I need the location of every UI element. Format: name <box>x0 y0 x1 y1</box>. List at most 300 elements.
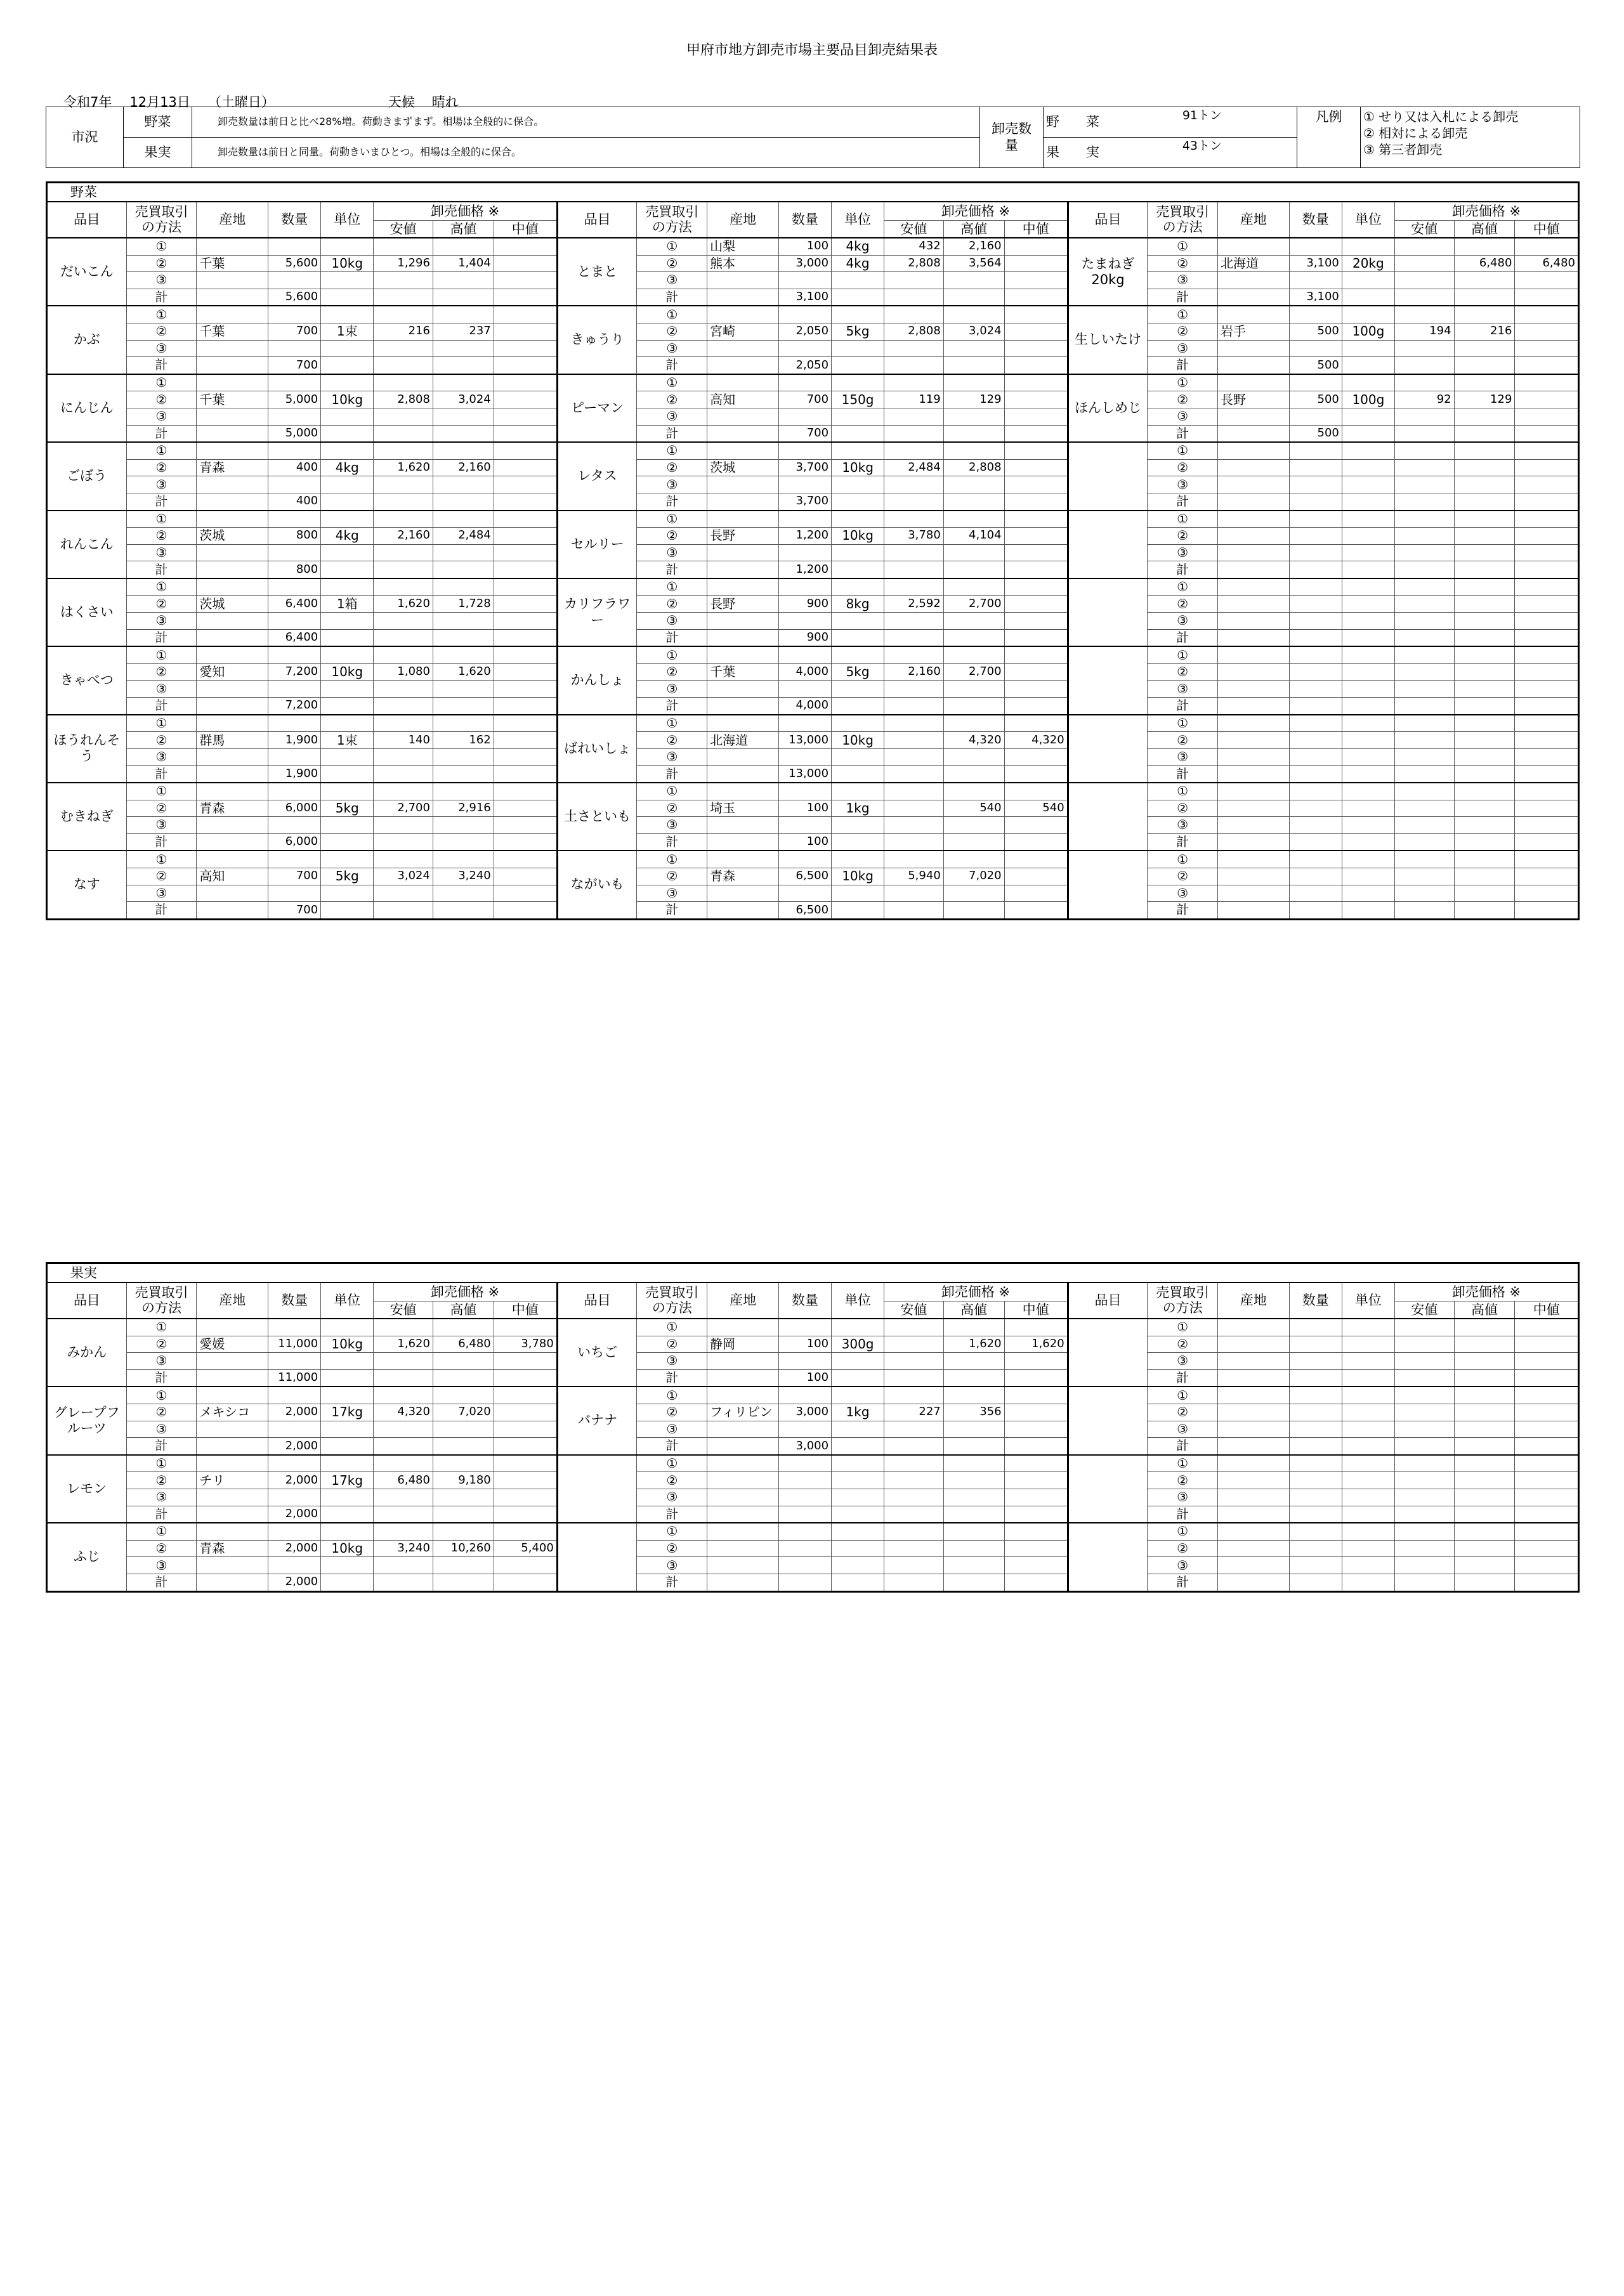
method-label: ② <box>637 323 707 340</box>
low-price-cell <box>1394 629 1454 646</box>
method-label: ② <box>126 391 197 408</box>
unit-cell <box>1342 1574 1394 1591</box>
quantity-cell: 500 <box>1289 323 1342 340</box>
high-price-cell <box>943 902 1004 920</box>
unit-cell <box>1342 1421 1394 1438</box>
origin-cell <box>197 1438 268 1455</box>
unit-cell: 8kg <box>832 596 884 613</box>
unit-cell <box>321 902 374 920</box>
unit-cell: 300g <box>832 1336 884 1353</box>
mid-price-cell <box>1004 1472 1068 1489</box>
mid-price-cell <box>494 272 557 289</box>
origin-cell <box>707 493 779 510</box>
table-row <box>47 1540 1579 1557</box>
quantity-cell <box>1289 817 1342 834</box>
mid-price-cell <box>1515 868 1579 885</box>
table-row <box>47 732 1579 749</box>
method-label: ③ <box>1148 272 1218 289</box>
mid-price-cell <box>494 681 557 698</box>
unit-cell: 4kg <box>832 238 884 255</box>
mid-price-cell <box>494 1404 557 1421</box>
origin-cell <box>197 1574 268 1591</box>
quantity-cell: 2,000 <box>268 1404 321 1421</box>
header-mid: 中値 <box>494 1301 557 1319</box>
method-label: ② <box>1148 1336 1218 1353</box>
method-label: ② <box>1148 663 1218 681</box>
low-price-cell: 2,808 <box>884 323 944 340</box>
method-label: ② <box>1148 1472 1218 1489</box>
low-price-cell <box>884 646 944 663</box>
quantity-cell <box>1289 528 1342 545</box>
method-label: ② <box>1148 732 1218 749</box>
quantity-cell <box>268 783 321 800</box>
origin-cell <box>1218 1319 1290 1336</box>
low-price-cell <box>374 1455 433 1472</box>
mid-price-cell <box>1004 885 1068 902</box>
method-label: 計 <box>126 493 197 510</box>
mid-price-cell <box>1004 629 1068 646</box>
origin-cell <box>707 1386 779 1404</box>
table-row <box>47 374 1579 391</box>
high-price-cell <box>1454 1319 1515 1336</box>
mid-price-cell <box>494 544 557 561</box>
mid-price-cell <box>1004 493 1068 510</box>
high-price-cell: 4,320 <box>943 732 1004 749</box>
header-price: 卸売価格 ※ <box>1394 202 1578 221</box>
unit-cell <box>832 1353 884 1370</box>
method-label: 計 <box>637 1438 707 1455</box>
mid-price-cell <box>1004 817 1068 834</box>
unit-cell: 5kg <box>321 800 374 817</box>
table-row <box>47 528 1579 545</box>
unit-cell <box>832 340 884 357</box>
unit-cell <box>321 1353 374 1370</box>
market-fruit-comment: 卸売数量は前日と同量。荷動きいまひとつ。相場は全般的に保合。 <box>192 138 980 168</box>
low-price-cell: 216 <box>374 323 433 340</box>
total-quantity-cell: 6,000 <box>268 833 321 851</box>
mid-price-cell <box>494 340 557 357</box>
high-price-cell: 2,808 <box>943 459 1004 476</box>
unit-cell <box>832 817 884 834</box>
method-label: ① <box>126 1386 197 1404</box>
high-price-cell <box>943 1455 1004 1472</box>
low-price-cell <box>884 289 944 306</box>
low-price-cell <box>374 1557 433 1574</box>
origin-cell <box>707 1506 779 1523</box>
unit-cell <box>832 885 884 902</box>
high-price-cell <box>1454 1421 1515 1438</box>
header-low: 安値 <box>1394 1301 1454 1319</box>
method-label: 計 <box>1148 425 1218 442</box>
high-price-cell <box>433 698 494 715</box>
unit-cell <box>1342 800 1394 817</box>
unit-cell <box>832 613 884 630</box>
table-row <box>47 459 1579 476</box>
origin-cell <box>1218 629 1290 646</box>
total-quantity-cell <box>779 1506 832 1523</box>
quantity-cell <box>1289 272 1342 289</box>
low-price-cell <box>1394 1506 1454 1523</box>
high-price-cell: 1,620 <box>433 663 494 681</box>
low-price-cell <box>884 800 944 817</box>
low-price-cell <box>374 442 433 459</box>
table-row <box>47 323 1579 340</box>
high-price-cell <box>433 817 494 834</box>
method-label: ① <box>1148 374 1218 391</box>
method-label: ① <box>1148 646 1218 663</box>
mid-price-cell <box>1515 544 1579 561</box>
high-price-cell <box>1454 528 1515 545</box>
item-name: れんこん <box>47 511 127 578</box>
mid-price-cell <box>1004 851 1068 868</box>
low-price-cell <box>884 442 944 459</box>
unit-cell <box>321 1574 374 1591</box>
mid-price-cell <box>494 1489 557 1506</box>
high-price-cell <box>433 766 494 783</box>
mid-price-cell <box>1004 1455 1068 1472</box>
low-price-cell <box>1394 817 1454 834</box>
low-price-cell <box>1394 783 1454 800</box>
origin-cell <box>197 885 268 902</box>
origin-cell <box>707 289 779 306</box>
mid-price-cell <box>494 783 557 800</box>
method-label: ③ <box>126 272 197 289</box>
high-price-cell <box>433 425 494 442</box>
item-name <box>557 1523 637 1591</box>
mid-price-cell <box>1004 425 1068 442</box>
origin-cell: 青森 <box>197 800 268 817</box>
mid-price-cell <box>1515 817 1579 834</box>
legend-item-3: ③ 第三者卸売 <box>1363 142 1443 157</box>
low-price-cell <box>374 374 433 391</box>
high-price-cell <box>1454 1404 1515 1421</box>
unit-cell <box>1342 1523 1394 1540</box>
total-quantity-cell <box>1289 1438 1342 1455</box>
table-row <box>47 1386 1579 1404</box>
low-price-cell <box>374 578 433 596</box>
mid-price-cell <box>494 817 557 834</box>
high-price-cell <box>1454 681 1515 698</box>
origin-cell <box>707 646 779 663</box>
unit-cell <box>832 289 884 306</box>
quantity-cell <box>268 476 321 493</box>
header-high: 高値 <box>943 1301 1004 1319</box>
total-quantity-cell: 1,900 <box>268 766 321 783</box>
quantity-cell <box>1289 1540 1342 1557</box>
origin-cell: 群馬 <box>197 732 268 749</box>
method-label: ① <box>637 238 707 255</box>
table-row <box>47 800 1579 817</box>
item-name: ほんしめじ <box>1068 374 1148 442</box>
low-price-cell <box>1394 1574 1454 1591</box>
mid-price-cell: 540 <box>1004 800 1068 817</box>
quantity-cell <box>268 885 321 902</box>
item-name <box>1068 578 1148 646</box>
origin-cell: メキシコ <box>197 1404 268 1421</box>
origin-cell <box>1218 596 1290 613</box>
low-price-cell <box>884 408 944 425</box>
origin-cell <box>197 306 268 323</box>
high-price-cell <box>433 289 494 306</box>
method-label: ② <box>637 663 707 681</box>
item-name: レモン <box>47 1455 127 1523</box>
unit-cell: 10kg <box>832 459 884 476</box>
method-label: ③ <box>1148 1557 1218 1574</box>
method-label: ③ <box>637 885 707 902</box>
low-price-cell <box>884 766 944 783</box>
low-price-cell <box>884 561 944 578</box>
low-price-cell <box>884 833 944 851</box>
origin-cell: 高知 <box>707 391 779 408</box>
method-label: 計 <box>637 289 707 306</box>
method-label: 計 <box>637 425 707 442</box>
table-row <box>47 1336 1579 1353</box>
quantity-cell <box>779 817 832 834</box>
high-price-cell <box>943 629 1004 646</box>
method-label: ① <box>1148 1319 1218 1336</box>
unit-cell <box>321 408 374 425</box>
method-label: ① <box>1148 783 1218 800</box>
high-price-cell <box>943 698 1004 715</box>
method-label: ① <box>126 1455 197 1472</box>
method-label: ① <box>1148 851 1218 868</box>
unit-cell <box>1342 817 1394 834</box>
mid-price-cell <box>494 663 557 681</box>
unit-cell <box>321 1506 374 1523</box>
item-name: ながいも <box>557 851 637 919</box>
quantity-cell: 2,050 <box>779 323 832 340</box>
high-price-cell <box>433 902 494 920</box>
origin-cell <box>707 1438 779 1455</box>
mid-price-cell: 1,620 <box>1004 1336 1068 1353</box>
low-price-cell <box>884 340 944 357</box>
mid-price-cell <box>1004 306 1068 323</box>
origin-cell <box>1218 272 1290 289</box>
method-label: ① <box>1148 578 1218 596</box>
low-price-cell <box>1394 663 1454 681</box>
mid-price-cell <box>1515 391 1579 408</box>
high-price-cell: 2,700 <box>943 596 1004 613</box>
quantity-cell <box>1289 1472 1342 1489</box>
mid-price-cell <box>494 1523 557 1540</box>
header-method: 売買取引の方法 <box>126 202 197 238</box>
origin-cell <box>197 357 268 374</box>
header-origin: 産地 <box>707 1282 779 1319</box>
method-label: 計 <box>637 766 707 783</box>
mid-price-cell <box>494 1557 557 1574</box>
high-price-cell <box>433 306 494 323</box>
mid-price-cell <box>494 425 557 442</box>
high-price-cell <box>433 544 494 561</box>
origin-cell <box>707 851 779 868</box>
market-veg-label: 野菜 <box>124 107 192 138</box>
method-label: ② <box>1148 596 1218 613</box>
high-price-cell <box>943 833 1004 851</box>
origin-cell <box>197 544 268 561</box>
mid-price-cell <box>1515 1540 1579 1557</box>
method-label: ② <box>126 459 197 476</box>
quantity-cell: 400 <box>268 459 321 476</box>
unit-cell <box>832 1540 884 1557</box>
method-label: ② <box>126 1404 197 1421</box>
method-label: 計 <box>637 902 707 920</box>
quantity-cell <box>779 511 832 528</box>
quantity-cell: 3,000 <box>779 255 832 272</box>
mid-price-cell <box>494 357 557 374</box>
column-header-row <box>47 202 1579 221</box>
high-price-cell: 237 <box>433 323 494 340</box>
high-price-cell <box>1454 663 1515 681</box>
high-price-cell <box>433 511 494 528</box>
high-price-cell: 2,160 <box>433 459 494 476</box>
origin-cell: チリ <box>197 1472 268 1489</box>
low-price-cell <box>884 783 944 800</box>
high-price-cell: 2,916 <box>433 800 494 817</box>
section-header-row <box>47 183 1579 202</box>
mid-price-cell <box>494 885 557 902</box>
mid-price-cell <box>1515 306 1579 323</box>
origin-cell <box>707 1574 779 1591</box>
method-label: ② <box>126 255 197 272</box>
method-label: ① <box>1148 511 1218 528</box>
quantity-cell <box>779 408 832 425</box>
table-row <box>47 578 1579 596</box>
mid-price-cell <box>1515 681 1579 698</box>
unit-cell <box>1342 783 1394 800</box>
origin-cell <box>197 646 268 663</box>
mid-price-cell <box>1515 511 1579 528</box>
low-price-cell: 119 <box>884 391 944 408</box>
unit-cell: 17kg <box>321 1472 374 1489</box>
quantity-cell: 500 <box>1289 391 1342 408</box>
quantity-cell <box>268 1421 321 1438</box>
unit-cell <box>321 272 374 289</box>
high-price-cell <box>1454 374 1515 391</box>
quantity-cell <box>779 646 832 663</box>
method-label: ③ <box>637 1557 707 1574</box>
unit-cell: 1箱 <box>321 596 374 613</box>
low-price-cell <box>374 613 433 630</box>
origin-cell <box>707 748 779 766</box>
low-price-cell <box>884 748 944 766</box>
unit-cell <box>832 646 884 663</box>
item-name: レタス <box>557 442 637 510</box>
origin-cell <box>707 783 779 800</box>
method-label: ② <box>126 323 197 340</box>
unit-cell <box>832 1557 884 1574</box>
unit-cell <box>321 357 374 374</box>
unit-cell <box>832 493 884 510</box>
low-price-cell <box>374 408 433 425</box>
header-unit: 単位 <box>832 1282 884 1319</box>
mid-price-cell <box>1515 1319 1579 1336</box>
high-price-cell <box>943 442 1004 459</box>
method-label: ③ <box>637 476 707 493</box>
high-price-cell <box>1454 425 1515 442</box>
quantity-cell: 1,200 <box>779 528 832 545</box>
high-price-cell <box>433 629 494 646</box>
high-price-cell <box>433 1489 494 1506</box>
item-name: グレープフルーツ <box>47 1386 127 1454</box>
mid-price-cell <box>1004 374 1068 391</box>
high-price-cell <box>433 1557 494 1574</box>
low-price-cell <box>374 1489 433 1506</box>
item-name: はくさい <box>47 578 127 646</box>
method-label: ① <box>637 1319 707 1336</box>
unit-cell <box>1342 578 1394 596</box>
origin-cell <box>707 544 779 561</box>
unit-cell <box>321 1438 374 1455</box>
high-price-cell <box>433 374 494 391</box>
mid-price-cell <box>494 561 557 578</box>
low-price-cell <box>374 783 433 800</box>
unit-cell <box>832 374 884 391</box>
mid-price-cell <box>1004 715 1068 732</box>
veg-volume-value: 91トン <box>1182 108 1222 122</box>
header-low: 安値 <box>374 1301 433 1319</box>
origin-cell <box>197 1369 268 1386</box>
quantity-cell <box>1289 1386 1342 1404</box>
method-label: ② <box>1148 528 1218 545</box>
high-price-cell <box>943 1421 1004 1438</box>
mid-price-cell <box>494 800 557 817</box>
low-price-cell <box>1394 493 1454 510</box>
origin-cell <box>707 698 779 715</box>
quantity-cell <box>1289 1319 1342 1336</box>
method-label: ① <box>637 1386 707 1404</box>
origin-cell <box>707 1421 779 1438</box>
low-price-cell <box>374 715 433 732</box>
item-name <box>1068 442 1148 510</box>
high-price-cell: 356 <box>943 1404 1004 1421</box>
unit-cell <box>832 833 884 851</box>
unit-cell: 100g <box>1342 323 1394 340</box>
method-label: ③ <box>126 1489 197 1506</box>
low-price-cell: 4,320 <box>374 1404 433 1421</box>
header-price: 卸売価格 ※ <box>374 202 558 221</box>
method-label: ② <box>637 528 707 545</box>
mid-price-cell <box>1004 442 1068 459</box>
low-price-cell: 6,480 <box>374 1472 433 1489</box>
high-price-cell <box>943 646 1004 663</box>
low-price-cell <box>884 1523 944 1540</box>
mid-price-cell <box>1004 748 1068 766</box>
quantity-cell <box>268 374 321 391</box>
mid-price-cell <box>1515 357 1579 374</box>
mid-price-cell <box>494 1353 557 1370</box>
high-price-cell <box>1454 238 1515 255</box>
method-label: ③ <box>637 1489 707 1506</box>
unit-cell <box>832 1421 884 1438</box>
low-price-cell: 227 <box>884 1404 944 1421</box>
section-title: 野菜 <box>47 183 1579 202</box>
origin-cell <box>197 442 268 459</box>
high-price-cell <box>433 272 494 289</box>
high-price-cell <box>1454 1336 1515 1353</box>
low-price-cell <box>1394 578 1454 596</box>
high-price-cell <box>943 783 1004 800</box>
origin-cell <box>197 1386 268 1404</box>
method-label: 計 <box>126 1506 197 1523</box>
unit-cell <box>832 1506 884 1523</box>
mid-price-cell <box>1515 646 1579 663</box>
unit-cell: 150g <box>832 391 884 408</box>
quantity-cell <box>1289 596 1342 613</box>
unit-cell <box>1342 1438 1394 1455</box>
unit-cell <box>832 511 884 528</box>
unit-cell <box>1342 1472 1394 1489</box>
method-label: ① <box>637 1523 707 1540</box>
